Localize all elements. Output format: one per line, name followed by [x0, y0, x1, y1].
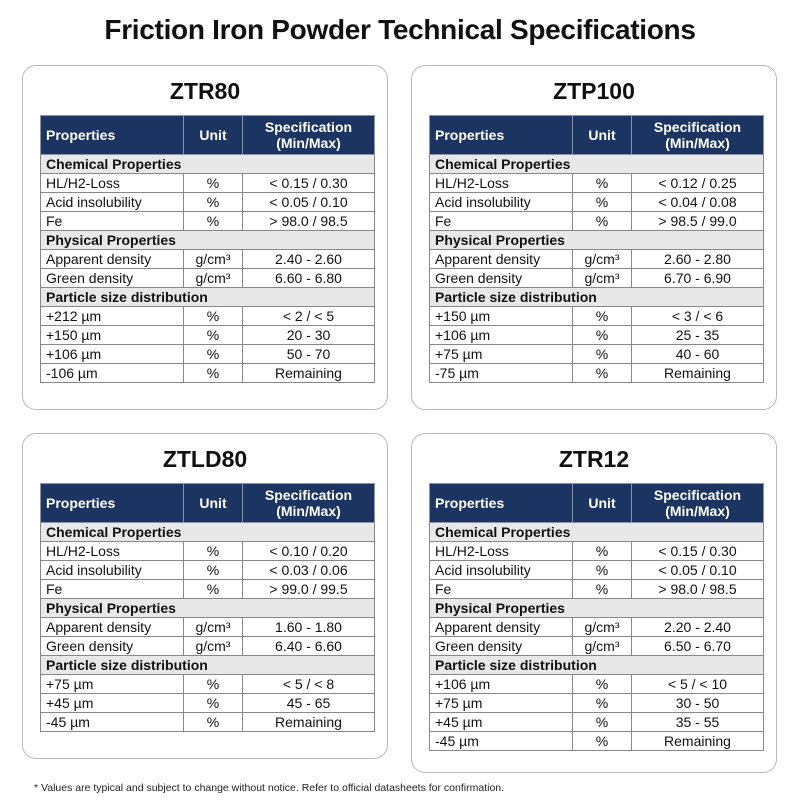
section-title: Physical Properties [430, 231, 764, 250]
table-row [430, 694, 764, 713]
header-spec-line2: (Min/Max) [276, 503, 341, 519]
section-title: Chemical Properties [41, 155, 375, 174]
spec-cell: < 2 / < 5 [243, 307, 375, 326]
table-row [41, 269, 375, 288]
header-properties: Properties [430, 116, 573, 155]
spec-cell: < 5 / < 8 [243, 675, 375, 694]
table-row [41, 212, 375, 231]
header-properties: Properties [430, 484, 573, 523]
spec-cell: Remaining [243, 713, 375, 732]
spec-cell: 25 - 35 [632, 326, 764, 345]
spec-cell: 30 - 50 [632, 694, 764, 713]
card-title: ZTR80 [169, 78, 241, 104]
property-cell: HL/H2-Loss [41, 174, 184, 193]
table-row [430, 326, 764, 345]
spec-cell: 50 - 70 [243, 345, 375, 364]
unit-cell: % [573, 193, 632, 212]
section-row [41, 155, 375, 174]
property-cell: HL/H2-Loss [41, 542, 184, 561]
unit-cell: % [184, 364, 243, 383]
section-title: Chemical Properties [41, 523, 375, 542]
unit-cell: g/cm³ [573, 637, 632, 656]
table-row [430, 580, 764, 599]
spec-cell: < 0.05 / 0.10 [243, 193, 375, 212]
property-cell: Apparent density [430, 618, 573, 637]
property-cell: +212 µm [41, 307, 184, 326]
header-spec-line1: Specification [653, 487, 742, 503]
unit-cell: % [573, 694, 632, 713]
spec-card-ztr12 [411, 433, 777, 773]
header-spec-line2: (Min/Max) [665, 135, 730, 151]
header-spec-line1: Specification [653, 119, 742, 135]
spec-table [40, 483, 375, 732]
spec-cell: 6.50 - 6.70 [632, 637, 764, 656]
spec-card-ztp100 [411, 65, 777, 410]
table-row [430, 732, 764, 751]
table-row [41, 675, 375, 694]
table-row [430, 250, 764, 269]
property-cell: -75 µm [430, 364, 573, 383]
spec-cell: Remaining [632, 732, 764, 751]
table-row [430, 345, 764, 364]
unit-cell: g/cm³ [573, 618, 632, 637]
table-row [430, 618, 764, 637]
property-cell: Green density [41, 637, 184, 656]
table-row [41, 618, 375, 637]
section-row [430, 288, 764, 307]
spec-cell: 2.40 - 2.60 [243, 250, 375, 269]
section-row [41, 656, 375, 675]
section-row [430, 231, 764, 250]
table-row [41, 250, 375, 269]
spec-cell: > 98.5 / 99.0 [632, 212, 764, 231]
header-spec-line1: Specification [264, 119, 353, 135]
header-row [41, 484, 375, 523]
spec-cell: Remaining [632, 364, 764, 383]
unit-cell: % [184, 713, 243, 732]
spec-cell: > 98.0 / 98.5 [243, 212, 375, 231]
property-cell: +150 µm [41, 326, 184, 345]
table-row [41, 542, 375, 561]
spec-cell: Remaining [243, 364, 375, 383]
unit-cell: % [184, 580, 243, 599]
property-cell: +75 µm [430, 694, 573, 713]
unit-cell: % [184, 193, 243, 212]
header-properties: Properties [41, 116, 184, 155]
section-row [41, 599, 375, 618]
unit-cell: % [573, 561, 632, 580]
property-cell: +106 µm [41, 345, 184, 364]
unit-cell: g/cm³ [573, 269, 632, 288]
property-cell: HL/H2-Loss [430, 542, 573, 561]
spec-cell: 6.70 - 6.90 [632, 269, 764, 288]
section-row [41, 523, 375, 542]
table-row [430, 364, 764, 383]
unit-cell: g/cm³ [184, 637, 243, 656]
table-row [430, 212, 764, 231]
section-row [430, 656, 764, 675]
table-row [430, 269, 764, 288]
unit-cell: % [573, 364, 632, 383]
spec-cell: 1.60 - 1.80 [243, 618, 375, 637]
header-spec-line1: Specification [264, 487, 353, 503]
unit-cell: % [184, 694, 243, 713]
spec-cell: > 98.0 / 98.5 [632, 580, 764, 599]
table-row [430, 307, 764, 326]
header-specification [243, 484, 375, 523]
section-title: Physical Properties [41, 599, 375, 618]
unit-cell: g/cm³ [184, 269, 243, 288]
table-row [41, 326, 375, 345]
unit-cell: % [573, 713, 632, 732]
property-cell: -45 µm [430, 732, 573, 751]
header-row [430, 484, 764, 523]
property-cell: Acid insolubility [41, 561, 184, 580]
section-row [430, 599, 764, 618]
property-cell: Acid insolubility [41, 193, 184, 212]
unit-cell: % [184, 326, 243, 345]
spec-cell: 2.60 - 2.80 [632, 250, 764, 269]
spec-cell: < 0.10 / 0.20 [243, 542, 375, 561]
spec-cell: < 0.12 / 0.25 [632, 174, 764, 193]
footnote: * Values are typical and subject to change without notice. Refer to official datasheets for confirmation. [34, 782, 505, 794]
table-row [430, 542, 764, 561]
unit-cell: % [184, 675, 243, 694]
section-title: Physical Properties [41, 231, 375, 250]
table-row [41, 307, 375, 326]
spec-cell: < 0.05 / 0.10 [632, 561, 764, 580]
property-cell: Fe [41, 580, 184, 599]
table-row [41, 345, 375, 364]
property-cell: -106 µm [41, 364, 184, 383]
unit-cell: % [573, 212, 632, 231]
spec-cell: < 0.15 / 0.30 [632, 542, 764, 561]
header-specification [243, 116, 375, 155]
property-cell: +106 µm [430, 326, 573, 345]
unit-cell: % [573, 307, 632, 326]
property-cell: +45 µm [41, 694, 184, 713]
header-spec-line2: (Min/Max) [665, 503, 730, 519]
table-row [430, 675, 764, 694]
section-title: Chemical Properties [430, 523, 764, 542]
card-title: ZTLD80 [162, 446, 248, 472]
table-row [41, 694, 375, 713]
page-title: Friction Iron Powder Technical Specifications [104, 14, 696, 45]
spec-cell: 45 - 65 [243, 694, 375, 713]
spec-cell: < 0.15 / 0.30 [243, 174, 375, 193]
table-row [430, 561, 764, 580]
header-row [41, 116, 375, 155]
property-cell: Fe [430, 212, 573, 231]
section-row [41, 288, 375, 307]
property-cell: Green density [41, 269, 184, 288]
spec-cell: < 5 / < 10 [632, 675, 764, 694]
header-spec-line2: (Min/Max) [276, 135, 341, 151]
property-cell: -45 µm [41, 713, 184, 732]
unit-cell: % [184, 561, 243, 580]
unit-cell: % [573, 542, 632, 561]
unit-cell: % [573, 675, 632, 694]
section-title: Particle size distribution [430, 656, 764, 675]
unit-cell: % [573, 326, 632, 345]
property-cell: Acid insolubility [430, 193, 573, 212]
unit-cell: % [184, 174, 243, 193]
property-cell: Apparent density [430, 250, 573, 269]
property-cell: +45 µm [430, 713, 573, 732]
table-row [41, 193, 375, 212]
table-row [430, 637, 764, 656]
property-cell: Acid insolubility [430, 561, 573, 580]
header-unit: Unit [573, 116, 632, 155]
spec-cell: 20 - 30 [243, 326, 375, 345]
header-unit: Unit [184, 116, 243, 155]
property-cell: Fe [41, 212, 184, 231]
section-title: Particle size distribution [41, 656, 375, 675]
unit-cell: % [184, 307, 243, 326]
property-cell: Green density [430, 637, 573, 656]
header-row [430, 116, 764, 155]
header-unit: Unit [184, 484, 243, 523]
table-row [41, 637, 375, 656]
table-row [430, 713, 764, 732]
unit-cell: g/cm³ [184, 618, 243, 637]
unit-cell: % [573, 580, 632, 599]
spec-cell: < 0.03 / 0.06 [243, 561, 375, 580]
property-cell: Fe [430, 580, 573, 599]
spec-cell: 2.20 - 2.40 [632, 618, 764, 637]
spec-table [40, 115, 375, 383]
table-row [41, 713, 375, 732]
header-specification [632, 484, 764, 523]
section-title: Particle size distribution [41, 288, 375, 307]
unit-cell: g/cm³ [184, 250, 243, 269]
table-row [430, 174, 764, 193]
property-cell: +75 µm [41, 675, 184, 694]
spec-cell: 35 - 55 [632, 713, 764, 732]
property-cell: +106 µm [430, 675, 573, 694]
table-row [430, 193, 764, 212]
spec-card-ztld80 [22, 433, 388, 759]
spec-table [429, 115, 764, 383]
section-row [430, 155, 764, 174]
unit-cell: % [573, 345, 632, 364]
spec-cell: < 0.04 / 0.08 [632, 193, 764, 212]
table-row [41, 174, 375, 193]
section-row [41, 231, 375, 250]
spec-cell: 40 - 60 [632, 345, 764, 364]
header-properties: Properties [41, 484, 184, 523]
table-row [41, 364, 375, 383]
section-title: Particle size distribution [430, 288, 764, 307]
card-title: ZTR12 [558, 446, 630, 472]
property-cell: +75 µm [430, 345, 573, 364]
property-cell: Green density [430, 269, 573, 288]
section-title: Physical Properties [430, 599, 764, 618]
unit-cell: % [184, 542, 243, 561]
header-unit: Unit [573, 484, 632, 523]
property-cell: +150 µm [430, 307, 573, 326]
property-cell: HL/H2-Loss [430, 174, 573, 193]
table-row [41, 561, 375, 580]
property-cell: Apparent density [41, 250, 184, 269]
table-row [41, 580, 375, 599]
spec-cell: < 3 / < 6 [632, 307, 764, 326]
section-row [430, 523, 764, 542]
unit-cell: g/cm³ [573, 250, 632, 269]
unit-cell: % [573, 732, 632, 751]
spec-cell: > 99.0 / 99.5 [243, 580, 375, 599]
unit-cell: % [573, 174, 632, 193]
property-cell: Apparent density [41, 618, 184, 637]
spec-cell: 6.60 - 6.80 [243, 269, 375, 288]
header-specification [632, 116, 764, 155]
spec-cell: 6.40 - 6.60 [243, 637, 375, 656]
card-title: ZTP100 [553, 78, 635, 104]
spec-card-ztr80 [22, 65, 388, 410]
spec-table [429, 483, 764, 751]
unit-cell: % [184, 345, 243, 364]
section-title: Chemical Properties [430, 155, 764, 174]
unit-cell: % [184, 212, 243, 231]
